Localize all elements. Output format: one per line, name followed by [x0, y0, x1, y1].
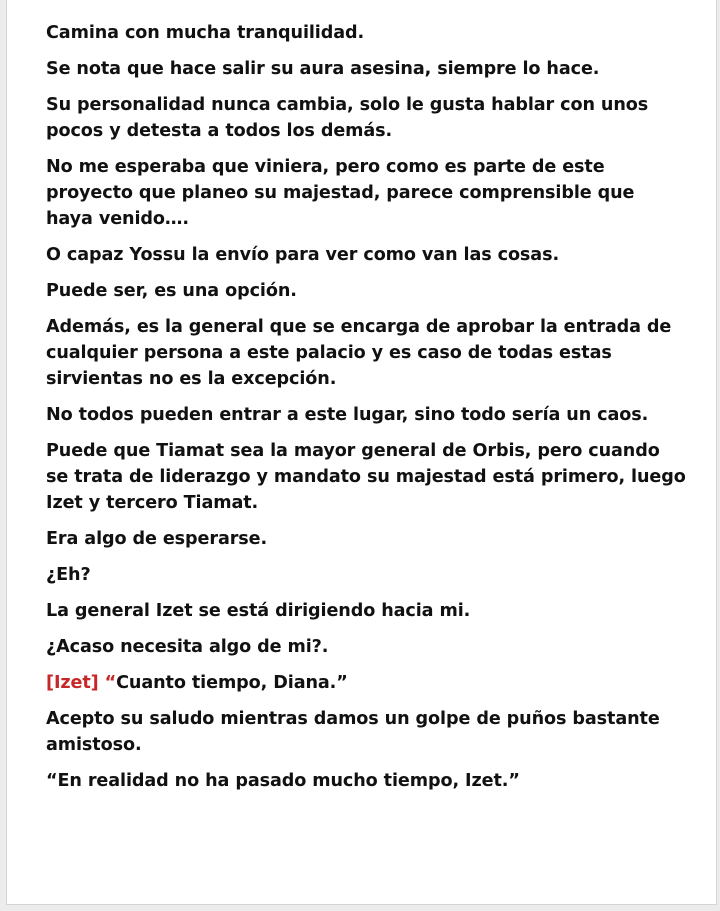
document-body	[46, 20, 686, 804]
paragraph: Puede que Tiamat sea la mayor general de Orbis, pero cuando se trata de liderazgo y mandato su majestad está primero, luego Izet y tercero Tiamat.	[46, 441, 686, 513]
paragraph: Camina con mucha tranquilidad.	[46, 23, 365, 43]
paragraph: Era algo de esperarse.	[46, 529, 268, 549]
speaker-tag: [Izet] “	[46, 673, 117, 693]
paragraph: No me esperaba que viniera, pero como es parte de este proyecto que planeo su majestad, parece comprensible que haya venido….	[46, 157, 635, 229]
paragraph: Acepto su saludo mientras damos un golpe de puños bastante amistoso.	[46, 709, 660, 755]
paragraph: ¿Acaso necesita algo de mi?.	[46, 637, 329, 657]
paragraph: “En realidad no ha pasado mucho tiempo, Izet.”	[46, 771, 520, 791]
paragraph: Su personalidad nunca cambia, solo le gusta hablar con unos pocos y detesta a todos los demás.	[46, 95, 649, 141]
paragraph: No todos pueden entrar a este lugar, sino todo sería un caos.	[46, 405, 649, 425]
paragraph: O capaz Yossu la envío para ver como van las cosas.	[46, 245, 560, 265]
paragraph: ¿Eh?	[46, 565, 91, 585]
document-page	[6, 0, 717, 905]
dialogue-line	[46, 670, 686, 696]
paragraph: Se nota que hace salir su aura asesina, siempre lo hace.	[46, 59, 600, 79]
dialogue-text: Cuanto tiempo, Diana.”	[116, 673, 348, 693]
paragraph: La general Izet se está dirigiendo hacia mi.	[46, 601, 471, 621]
paragraph: Además, es la general que se encarga de aprobar la entrada de cualquier persona a este palacio y es caso de todas estas sirvientas no es la excepción.	[46, 317, 672, 389]
paragraph: Puede ser, es una opción.	[46, 281, 297, 301]
